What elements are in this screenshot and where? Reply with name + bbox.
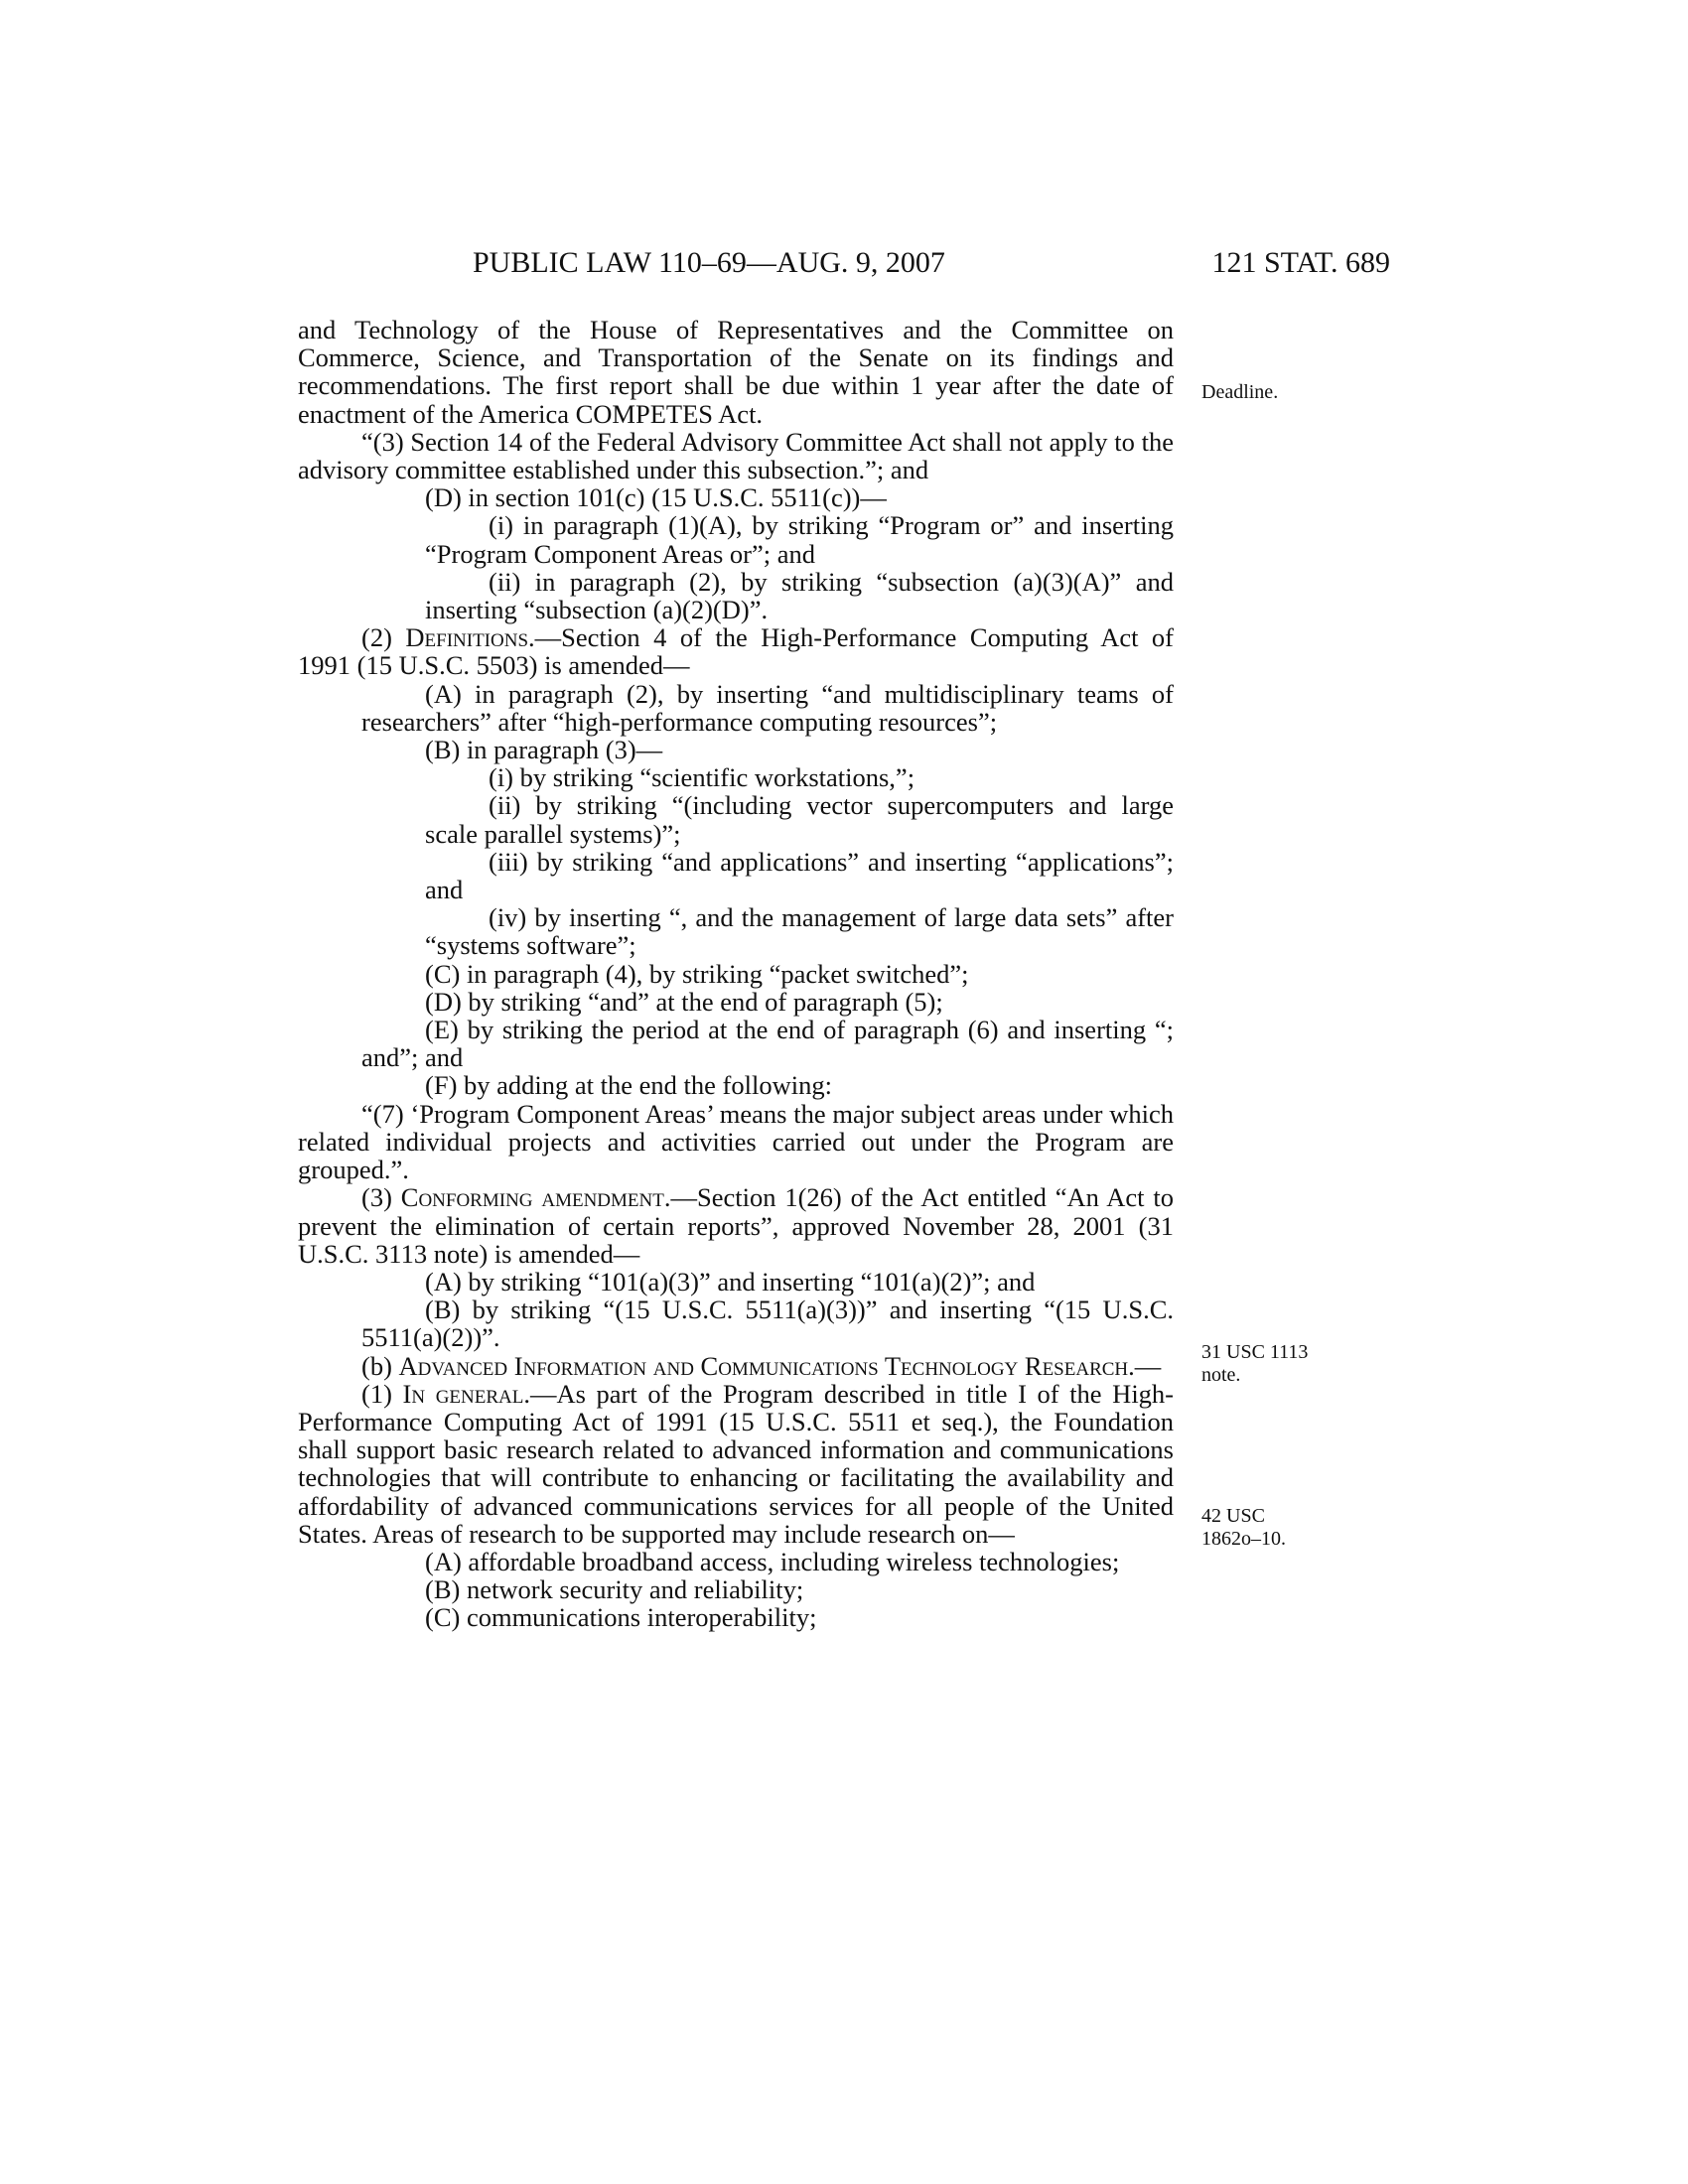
paragraph: (B) by striking “(15 U.S.C. 5511(a)(3))” and inserting “(15 U.S.C. 5511(a)(2))”. — [361, 1295, 1174, 1353]
paragraph-heading: Advanced Information and Communications Technology Research — [398, 1350, 1129, 1381]
page-number: 121 STAT. 689 — [1211, 246, 1390, 279]
paragraph-text: .—As part of the Program described in title I of the High-Performance Computing Act of 1991 (15 U.S.C. 5511 et seq.), the Foundation shall support basic research related to advanced information and communications technologies that will contribute to enhancing or facilitating the availability and affordability of advanced communications services for all people of the United States. Areas of research to be supported may include research on— — [298, 1378, 1175, 1549]
running-title: PUBLIC LAW 110–69—AUG. 9, 2007 — [473, 246, 945, 279]
paragraph: (iii) by striking “and applications” and inserting “applications”; and — [425, 846, 1174, 905]
paragraph — [298, 1380, 1174, 1548]
paragraph: (F) by adding at the end the following: — [425, 1070, 832, 1101]
paragraph: (D) in section 101(c) (15 U.S.C. 5511(c))— — [425, 482, 887, 513]
paragraph: (iv) by inserting “, and the management of large data sets” after “systems software”; — [425, 902, 1174, 961]
paragraph: (ii) by striking “(including vector supercomputers and large scale parallel systems)”; — [425, 790, 1174, 849]
paragraph — [298, 1352, 1174, 1380]
paragraph-text: .—Section 4 of the High-Performance Computing Act of 1991 (15 U.S.C. 5503) is amended— — [298, 622, 1174, 681]
paragraph: (C) in paragraph (4), by striking “packet switched”; — [425, 958, 969, 989]
paragraph-number: (1) — [361, 1378, 392, 1409]
paragraph-text: .—Section 1(26) of the Act entitled “An Act to prevent the elimination of certain reports”, approved November 28, 2001 (31 U.S.C. 3113 note) is amended— — [298, 1182, 1175, 1269]
paragraph: (A) by striking “101(a)(3)” and inserting “101(a)(2)”; and — [425, 1266, 1036, 1297]
document-body — [298, 316, 1174, 1632]
paragraph-number: (3) — [361, 1182, 392, 1213]
margin-note-deadline: Deadline. — [1201, 381, 1279, 403]
paragraph-number: (2) — [361, 622, 392, 653]
paragraph-heading: In general — [402, 1378, 524, 1409]
paragraph: “(7) ‘Program Component Areas’ means the major subject areas under which related individual projects and activities carried out under the Program are grouped.”. — [298, 1098, 1174, 1185]
paragraph: (C) communications interoperability; — [425, 1602, 817, 1633]
paragraph: (A) affordable broadband access, including wireless technologies; — [425, 1546, 1120, 1576]
paragraph-heading: Definitions — [405, 622, 529, 653]
paragraph: and Technology of the House of Representatives and the Committee on Commerce, Science, and Transportation of the Senate on its findings and recommendations. The first report shall be due within 1 year after the date of enactment of the America COMPETES Act. — [298, 315, 1174, 429]
paragraph — [298, 1183, 1174, 1268]
page-header — [298, 246, 1390, 286]
paragraph: (ii) in paragraph (2), by striking “subsection (a)(3)(A)” and inserting “subsection (a)(2)(D)”. — [425, 566, 1174, 625]
paragraph: (i) in paragraph (1)(A), by striking “Program or” and inserting “Program Component Areas or”; and — [425, 510, 1174, 569]
paragraph: (A) in paragraph (2), by inserting “and multidisciplinary teams of researchers” after “high-performance computing resources”; — [361, 678, 1174, 737]
paragraph: (B) network security and reliability; — [425, 1574, 804, 1605]
paragraph: (E) by striking the period at the end of paragraph (6) and inserting “; and”; and — [361, 1015, 1174, 1073]
paragraph-number: (b) — [361, 1350, 392, 1381]
paragraph-text: .— — [1128, 1350, 1162, 1381]
paragraph-heading: Conforming amendment — [400, 1182, 664, 1213]
paragraph: “(3) Section 14 of the Federal Advisory Committee Act shall not apply to the advisory committee established under this subsection.”; and — [298, 426, 1174, 485]
paragraph: (B) in paragraph (3)— — [425, 735, 663, 765]
paragraph: (i) by striking “scientific workstations,”; — [489, 762, 915, 793]
paragraph: (D) by striking “and” at the end of paragraph (5); — [425, 986, 943, 1017]
margin-note-42-usc: 42 USC 1862o–10. — [1201, 1505, 1286, 1550]
margin-note-31-usc: 31 USC 1113 note. — [1201, 1341, 1309, 1386]
paragraph — [298, 623, 1174, 679]
